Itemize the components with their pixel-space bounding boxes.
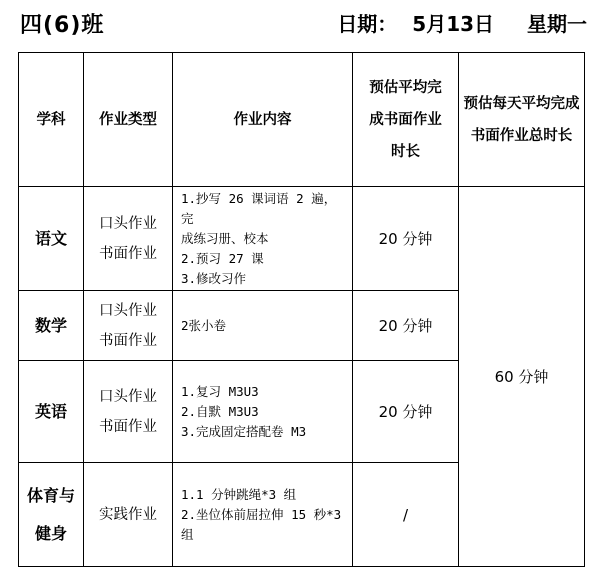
- type-label: 书面作业: [99, 332, 157, 349]
- content-line: 组: [181, 526, 194, 542]
- header-content: 作业内容: [173, 53, 353, 187]
- header-total-time: [459, 53, 585, 187]
- content-line: 2.预习 27 课: [181, 250, 264, 266]
- type-label: 口头作业: [99, 302, 157, 319]
- header-type: 作业类型: [84, 53, 173, 187]
- duration-cell: /: [353, 463, 459, 567]
- header-avg-time-line: 预估平均完: [369, 79, 442, 96]
- content-line: 3.修改习作: [181, 270, 247, 286]
- subject-name: 英语: [34, 401, 67, 421]
- subject-name: 语文: [34, 228, 67, 248]
- content-line: 2.坐位体前屈拉伸 15 秒*3: [181, 506, 342, 522]
- table-row: [19, 187, 585, 291]
- subject-cell: [19, 291, 84, 361]
- total-time-cell: 60 分钟: [459, 187, 585, 567]
- class-title: 四(6)班: [20, 13, 105, 38]
- header-subject: 学科: [19, 53, 84, 187]
- subject-name: 数学: [34, 315, 67, 335]
- subject-name: 健身: [34, 523, 67, 543]
- weekday: 星期一: [527, 12, 587, 36]
- table-header-row: [19, 53, 585, 187]
- type-label: 书面作业: [99, 418, 157, 435]
- content-line: 1.复习 M3U3: [181, 383, 259, 399]
- date-value: 5月13日: [412, 12, 495, 36]
- content-line: 2张小卷: [181, 317, 227, 333]
- type-cell: [84, 291, 173, 361]
- page-header: [0, 0, 601, 52]
- content-line: 成练习册、校本: [181, 230, 269, 246]
- date-area: [337, 8, 587, 37]
- header-avg-time: [353, 53, 459, 187]
- type-cell: [84, 187, 173, 291]
- type-cell: [84, 361, 173, 463]
- subject-name: 体育与: [26, 485, 75, 505]
- type-cell: [84, 463, 173, 567]
- content-cell: [173, 361, 353, 463]
- homework-table: [18, 52, 585, 567]
- header-total-time-line: 预估每天平均完成: [463, 95, 580, 112]
- content-line: 2.自默 M3U3: [181, 403, 259, 419]
- content-line: 1.抄写 26 课词语 2 遍，完: [181, 190, 337, 226]
- type-label: 书面作业: [99, 245, 157, 262]
- type-label: 口头作业: [99, 215, 157, 232]
- content-cell: [173, 187, 353, 291]
- header-total-time-line: 书面作业总时长: [470, 127, 573, 144]
- duration-cell: 20 分钟: [353, 361, 459, 463]
- content-line: 3.完成固定搭配卷 M3: [181, 423, 307, 439]
- type-label: 实践作业: [99, 506, 157, 523]
- content-cell: [173, 291, 353, 361]
- duration-cell: 20 分钟: [353, 291, 459, 361]
- content-cell: [173, 463, 353, 567]
- header-avg-time-line: 时长: [391, 143, 420, 160]
- date-label: 日期：: [337, 12, 398, 36]
- subject-cell: [19, 187, 84, 291]
- duration-cell: 20 分钟: [353, 187, 459, 291]
- content-line: 1.1 分钟跳绳*3 组: [181, 486, 297, 502]
- subject-cell: [19, 463, 84, 567]
- header-avg-time-line: 成书面作业: [369, 111, 442, 128]
- type-label: 口头作业: [99, 388, 157, 405]
- subject-cell: [19, 361, 84, 463]
